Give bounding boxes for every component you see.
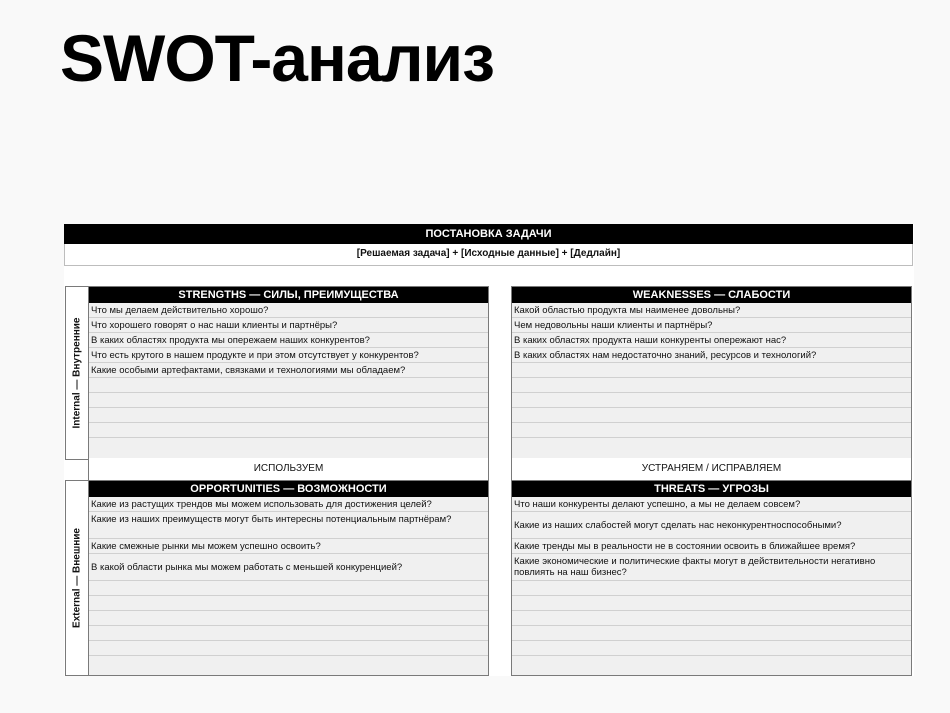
strengths-row: Какие особыми артефактами, связками и технологиями мы обладаем? bbox=[89, 363, 488, 378]
opportunities-row bbox=[89, 596, 488, 611]
external-side-cell bbox=[65, 480, 89, 676]
threats-row bbox=[512, 611, 911, 626]
weaknesses-header: WEAKNESSES — СЛАБОСТИ bbox=[512, 287, 911, 303]
internal-side-cell bbox=[65, 286, 89, 460]
opportunities-header: OPPORTUNITIES — ВОЗМОЖНОСТИ bbox=[89, 481, 488, 497]
weaknesses-row bbox=[512, 438, 911, 446]
weaknesses-row bbox=[512, 393, 911, 408]
weaknesses-quadrant bbox=[511, 286, 912, 460]
task-subheader: [Решаемая задача] + [Исходные данные] + [Дедлайн] bbox=[64, 244, 913, 266]
strengths-row bbox=[89, 423, 488, 438]
strengths-row: В каких областях продукта мы опережаем наших конкурентов? bbox=[89, 333, 488, 348]
weaknesses-row: Чем недовольны наши клиенты и партнёры? bbox=[512, 318, 911, 333]
strengths-quadrant bbox=[88, 286, 489, 460]
swot-sheet bbox=[64, 224, 914, 676]
opportunities-row bbox=[89, 611, 488, 626]
strengths-row bbox=[89, 408, 488, 423]
opportunities-row: Какие из наших преимуществ могут быть интересны потенциальным партнёрам? bbox=[89, 512, 488, 539]
internal-label: Internal — Внутренние bbox=[71, 317, 83, 429]
task-header: ПОСТАНОВКА ЗАДАЧИ bbox=[64, 224, 913, 244]
weaknesses-row: В каких областях нам недостаточно знаний, ресурсов и технологий? bbox=[512, 348, 911, 363]
opportunities-row bbox=[89, 656, 488, 675]
weaknesses-row bbox=[512, 378, 911, 393]
weaknesses-row: Какой областью продукта мы наименее довольны? bbox=[512, 303, 911, 318]
opportunities-row bbox=[89, 581, 488, 596]
threats-row: Какие из наших слабостей могут сделать нас неконкурентноспособными? bbox=[512, 512, 911, 539]
weaknesses-row: В каких областях продукта наши конкуренты опережают нас? bbox=[512, 333, 911, 348]
strengths-row: Что есть крутого в нашем продукте и при этом отсутствует у конкурентов? bbox=[89, 348, 488, 363]
opportunities-row bbox=[89, 626, 488, 641]
weaknesses-row bbox=[512, 408, 911, 423]
weaknesses-row bbox=[512, 423, 911, 438]
opportunities-quadrant bbox=[88, 480, 489, 676]
threats-row: Какие тренды мы в реальности не в состоянии освоить в ближайшее время? bbox=[512, 539, 911, 554]
threats-row bbox=[512, 641, 911, 656]
strengths-row bbox=[89, 438, 488, 446]
threats-row: Что наши конкуренты делают успешно, а мы не делаем совсем? bbox=[512, 497, 911, 512]
threats-row: Какие экономические и политические факты могут в действительности негативно повлиять на наш бизнес? bbox=[512, 554, 911, 581]
opportunities-row: Какие из растущих трендов мы можем использовать для достижения целей? bbox=[89, 497, 488, 512]
action-use: ИСПОЛЬЗУЕМ bbox=[88, 458, 489, 480]
threats-row bbox=[512, 581, 911, 596]
threats-row bbox=[512, 626, 911, 641]
opportunities-row: В какой области рынка мы можем работать с меньшей конкуренцией? bbox=[89, 554, 488, 581]
opportunities-row bbox=[89, 641, 488, 656]
threats-row bbox=[512, 596, 911, 611]
threats-quadrant bbox=[511, 480, 912, 676]
action-fix: УСТРАНЯЕМ / ИСПРАВЛЯЕМ bbox=[511, 458, 912, 480]
strengths-row: Что мы делаем действительно хорошо? bbox=[89, 303, 488, 318]
strengths-row bbox=[89, 378, 488, 393]
strengths-row bbox=[89, 393, 488, 408]
strengths-header: STRENGTHS — СИЛЫ, ПРЕИМУЩЕСТВА bbox=[89, 287, 488, 303]
threats-row bbox=[512, 656, 911, 675]
weaknesses-row bbox=[512, 363, 911, 378]
page-title: SWOT-анализ bbox=[60, 21, 494, 95]
threats-header: THREATS — УГРОЗЫ bbox=[512, 481, 911, 497]
strengths-row: Что хорошего говорят о нас наши клиенты и партнёры? bbox=[89, 318, 488, 333]
external-label: External — Внешние bbox=[71, 528, 83, 628]
opportunities-row: Какие смежные рынки мы можем успешно освоить? bbox=[89, 539, 488, 554]
